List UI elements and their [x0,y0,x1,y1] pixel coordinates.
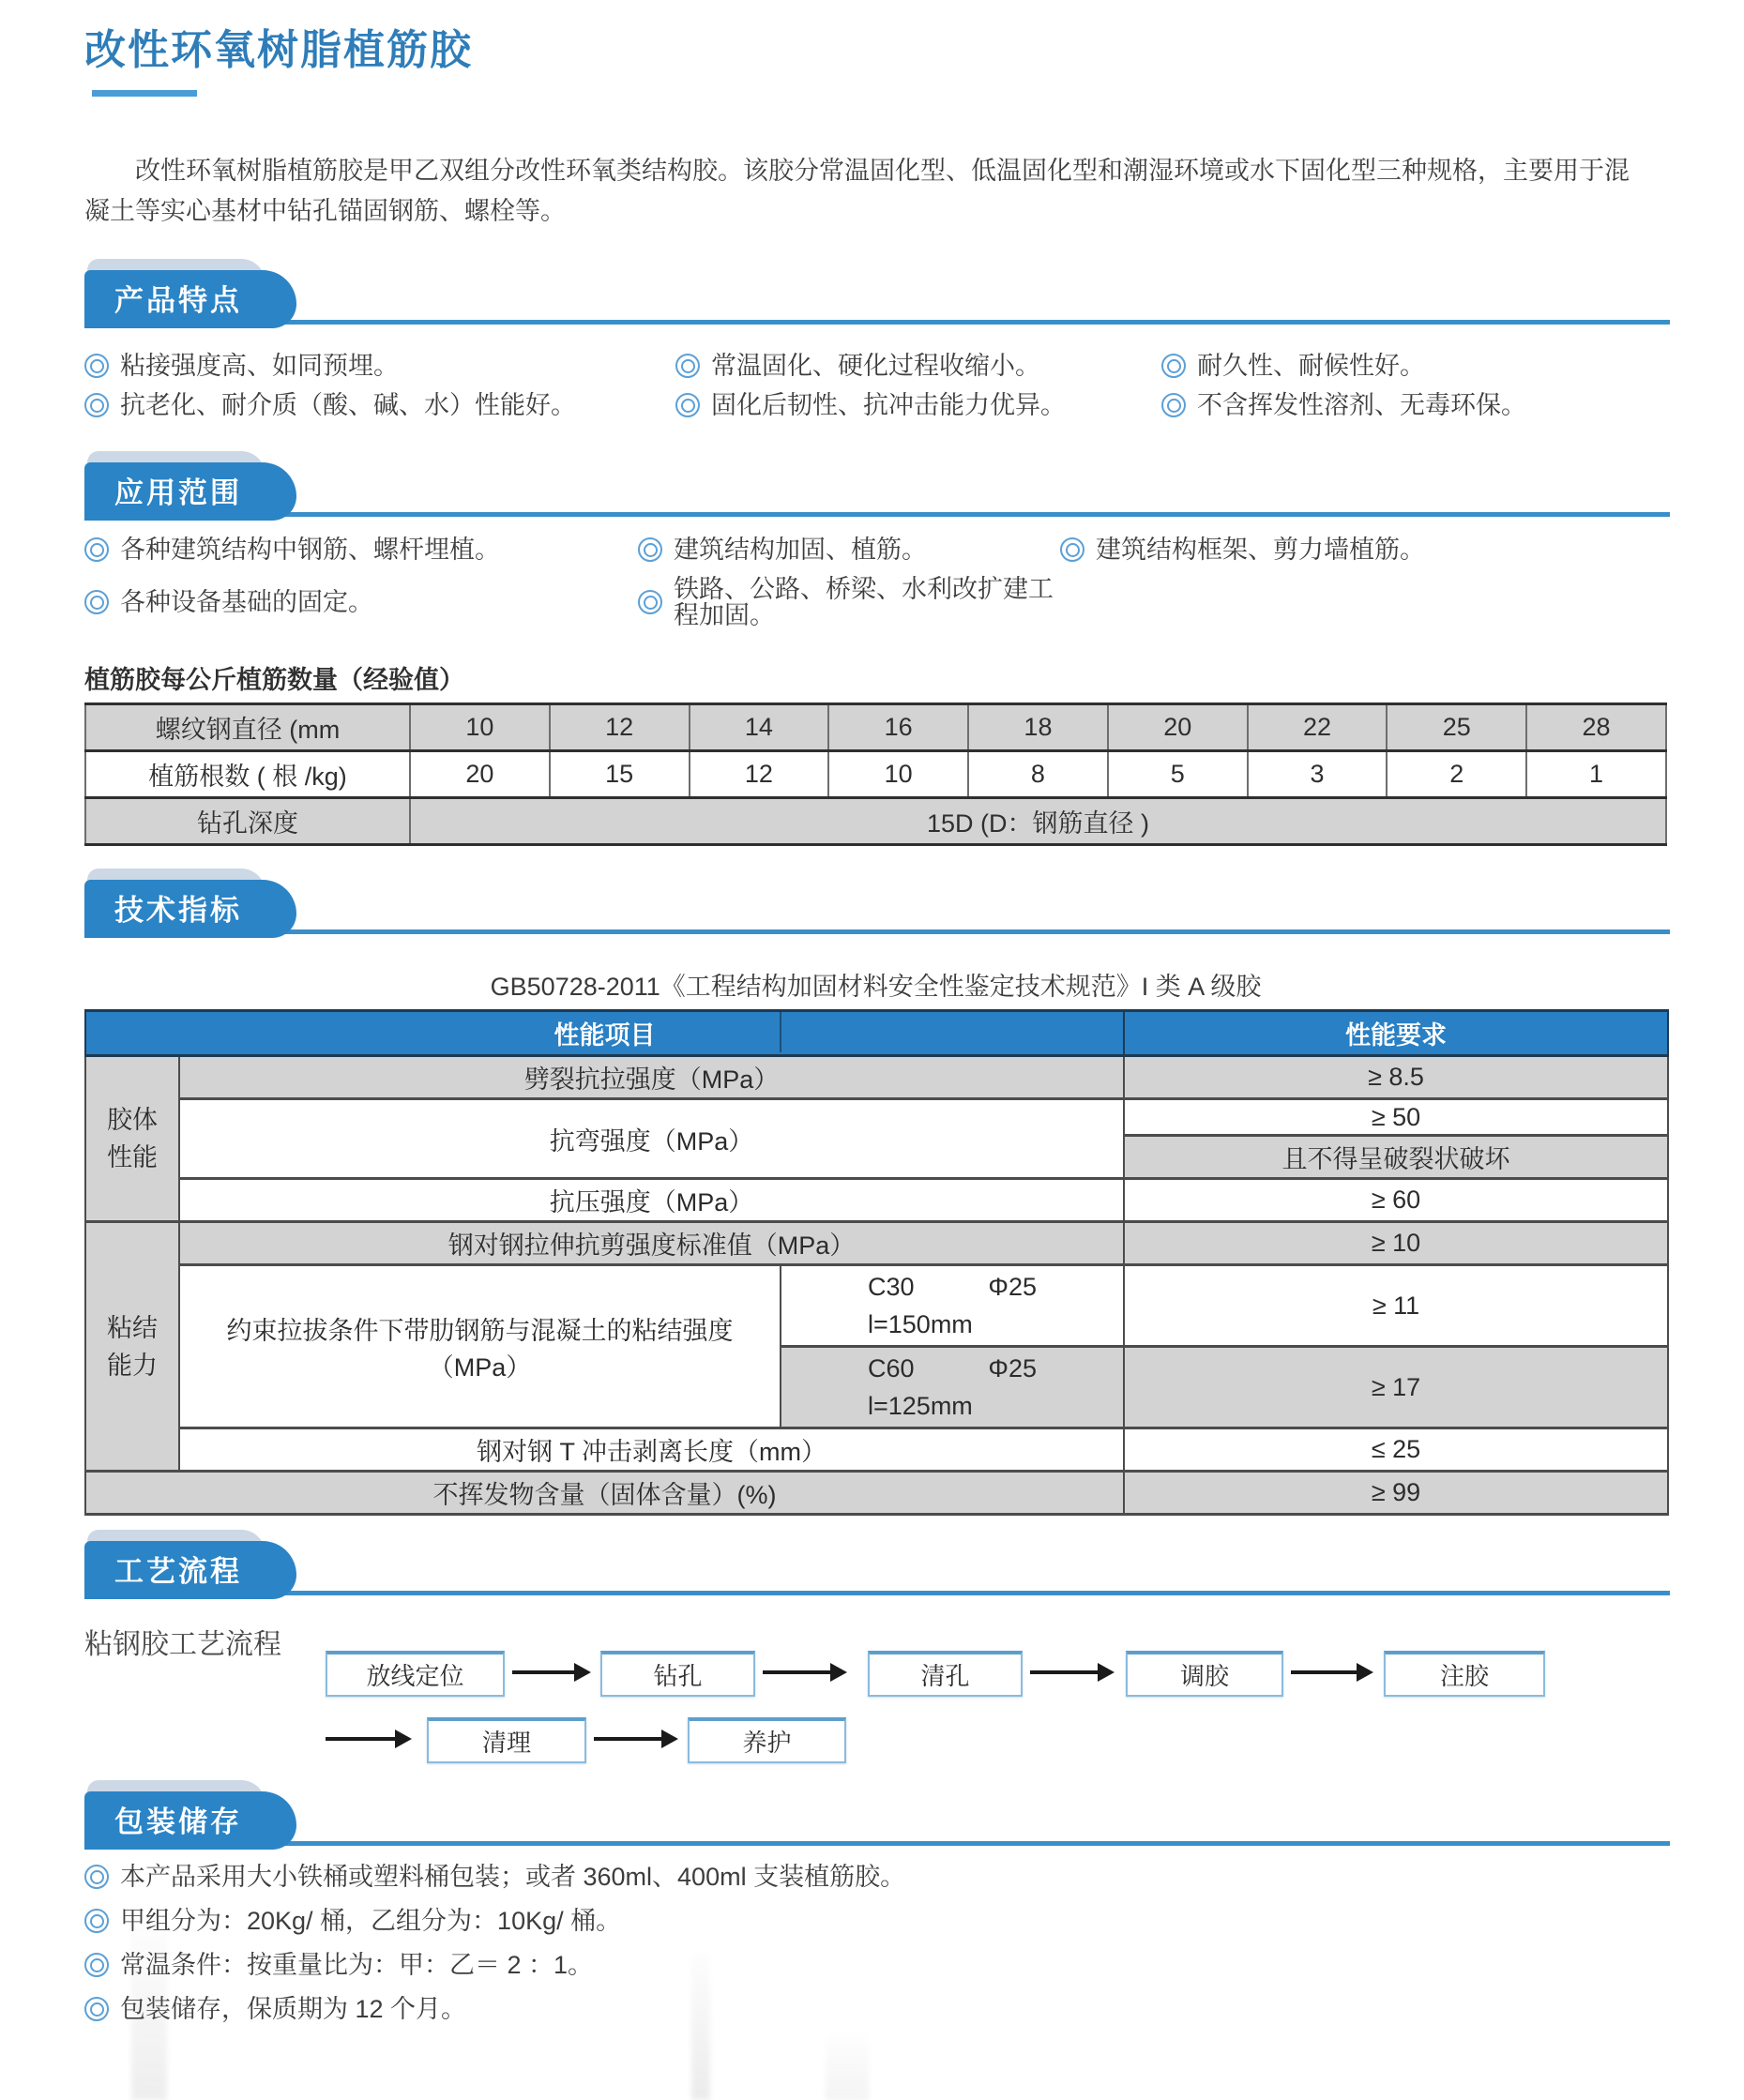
table-row [85,1056,1668,1099]
diameter-value-cell: 25 [1387,704,1526,751]
spec-req-note-cell: 且不得呈破裂状破坏 [1124,1136,1668,1179]
count-value-cell: 10 [828,751,968,798]
embed-length: l=125mm [868,1392,973,1420]
double-circle-bullet-icon [1060,537,1084,562]
rebar-diameter: Φ25 [988,1354,1037,1382]
double-circle-bullet-icon [1161,354,1186,378]
spec-condition-cell [781,1347,1124,1428]
flow-arrow-icon [1030,1670,1098,1674]
depth-value-cell: 15D (D：钢筋直径 ) [410,798,1666,845]
double-circle-bullet-icon [84,590,109,614]
standard-reference: GB50728-2011《工程结构加固材料安全性鉴定技术规范》I 类 A 级胶 [490,973,1262,1001]
count-value-cell: 3 [1248,751,1388,798]
title-underline-dash [92,90,197,97]
packaging-text: 本产品采用大小铁桶或塑料桶包装；或者 360ml、400ml 支装植筋胶。 [120,1863,906,1891]
section-rule [84,1591,1670,1595]
spec-item-cell: 不挥发物含量（固体含量）(%) [85,1472,1124,1515]
count-value-cell: 15 [550,751,690,798]
list-item [84,1996,1667,2022]
flow-arrow-icon [763,1670,830,1674]
diameter-value-cell: 16 [828,704,968,751]
concrete-grade: C60 [868,1354,915,1382]
application-text: 建筑结构框架、剪力墙植筋。 [1096,536,1425,564]
list-item [84,536,638,563]
feature-text: 不含挥发性溶剂、无毒环保。 [1197,391,1526,419]
spec-item-cell: 抗压强度（MPa） [179,1179,1124,1222]
list-item [675,353,1161,379]
column-header-item: 性能项目 [85,1011,1124,1056]
spec-req-cell: ≥ 17 [1124,1347,1668,1428]
flow-step-box: 注胶 [1384,1651,1545,1697]
count-value-cell: 1 [1526,751,1666,798]
list-item [638,576,1060,628]
spec-condition-cell [781,1265,1124,1347]
table-row [85,1099,1668,1136]
double-circle-bullet-icon [84,393,109,417]
section-rule [84,929,1670,934]
packaging-text: 包装储存，保质期为 12 个月。 [120,1995,467,2023]
rebar-table-caption: 植筋胶每公斤植筋数量（经验值） [84,666,464,694]
rebar-diameter: Φ25 [988,1273,1037,1301]
table-row [85,1265,1668,1347]
double-circle-bullet-icon [84,1909,109,1933]
application-text: 各种设备基础的固定。 [120,588,373,616]
section-rule [84,320,1670,325]
table-row [85,1179,1668,1222]
feature-text: 固化后韧性、抗冲击能力优异。 [711,391,1066,419]
section-rule [84,512,1670,517]
packaging-text: 甲组分为：20Kg/ 桶，乙组分为：10Kg/ 桶。 [120,1907,622,1935]
table-row [85,704,1666,751]
application-text: 铁路、公路、桥梁、水利改扩建工程加固。 [674,575,1054,629]
double-circle-bullet-icon [675,393,700,417]
spec-req-cell: ≤ 25 [1124,1428,1668,1472]
diameter-value-cell: 28 [1526,704,1666,751]
double-circle-bullet-icon [638,590,662,614]
count-value-cell: 5 [1108,751,1248,798]
list-item [1060,536,1667,563]
applications-heading-badge: 应用范围 [84,462,296,521]
watermark-streak [691,1954,710,2100]
column-header-requirement: 性能要求 [1124,1011,1668,1056]
count-value-cell: 12 [690,751,829,798]
spec-req-cell: ≥ 11 [1124,1265,1668,1347]
features-heading-badge: 产品特点 [84,270,296,328]
application-text: 建筑结构加固、植筋。 [674,536,927,564]
group-label-bond: 粘结能力 [85,1222,179,1472]
embed-length: l=150mm [868,1310,973,1338]
features-list [84,353,1667,418]
applications-list [84,536,1667,628]
section-header-applications [84,451,1670,517]
diameter-value-cell: 20 [1108,704,1248,751]
group-label-glue: 胶体性能 [85,1056,179,1222]
page-title: 改性环氧树脂植筋胶 [84,27,473,73]
list-item [84,576,638,628]
table-row [85,1222,1668,1265]
table-row [85,1472,1668,1515]
watermark-streak [131,1921,167,2100]
spec-req-cell: ≥ 10 [1124,1222,1668,1265]
flow-arrow-icon [594,1737,661,1741]
count-value-cell: 20 [410,751,550,798]
table-row [85,1428,1668,1472]
intro-paragraph: 改性环氧树脂植筋胶是甲乙双组分改性环氧类结构胶。该胶分常温固化型、低温固化型和潮湿环境或水下固化型三种规格，主要用于混凝土等实心基材中钻孔锚固钢筋、螺栓等。 [84,157,1630,225]
flow-step-box: 养护 [688,1717,846,1763]
section-header-features [84,259,1670,325]
spec-item-cell: 钢对钢拉伸抗剪强度标准值（MPa） [179,1222,1124,1265]
double-circle-bullet-icon [1161,393,1186,417]
section-rule [84,1841,1670,1846]
feature-text: 耐久性、耐候性好。 [1197,352,1425,380]
double-circle-bullet-icon [638,537,662,562]
spec-item-cell: 抗弯强度（MPa） [179,1099,1124,1179]
flow-arrow-icon [1291,1670,1357,1674]
tech-spec-table [84,1009,1669,1516]
packaging-heading-badge: 包装储存 [84,1791,296,1850]
list-item [1161,353,1667,379]
count-value-cell: 8 [968,751,1108,798]
application-text: 各种建筑结构中钢筋、螺杆埋植。 [120,536,500,564]
spec-req-cell: ≥ 99 [1124,1472,1668,1515]
list-item [1161,392,1667,418]
page-content [0,26,1744,2022]
spec-req-cell: ≥ 50 [1124,1099,1668,1136]
spec-item-cell: 钢对钢 T 冲击剥离长度（mm） [179,1428,1124,1472]
flow-step-box: 清孔 [868,1651,1023,1697]
spec-req-cell: ≥ 8.5 [1124,1056,1668,1099]
feature-text: 抗老化、耐介质（酸、碱、水）性能好。 [120,391,576,419]
depth-label-cell: 钻孔深度 [85,798,410,845]
feature-text: 常温固化、硬化过程收缩小。 [711,352,1040,380]
double-circle-bullet-icon [84,1997,109,2021]
diameter-value-cell: 10 [410,704,550,751]
list-item [675,392,1161,418]
table-row [85,798,1666,845]
diameter-value-cell: 14 [690,704,829,751]
list-item [84,1952,1667,1978]
process-subtitle: 粘钢胶工艺流程 [84,1629,281,1660]
diameter-label-cell: 螺纹钢直径 (mm [85,704,410,751]
section-header-tech [84,869,1670,934]
list-item [84,353,675,379]
feature-text: 粘接强度高、如同预埋。 [120,352,399,380]
double-circle-bullet-icon [84,1865,109,1889]
datasheet-page [0,26,1744,2100]
flow-step-box: 清理 [427,1717,586,1763]
diameter-value-cell: 18 [968,704,1108,751]
watermark-streak [826,2033,869,2100]
double-circle-bullet-icon [84,537,109,562]
concrete-grade: C30 [868,1273,915,1301]
spec-item-cell: 劈裂抗拉强度（MPa） [179,1056,1124,1099]
list-item [84,1864,1667,1890]
process-flow-diagram [84,1651,1667,1763]
double-circle-bullet-icon [84,354,109,378]
rebar-count-table [84,703,1667,846]
list-item [638,536,1060,563]
header-divider-line [780,1011,781,1052]
table-row [85,751,1666,798]
tech-heading-badge: 技术指标 [84,880,296,938]
diameter-value-cell: 12 [550,704,690,751]
table-header-row [85,1011,1668,1056]
count-label-cell: 植筋根数 ( 根 /kg) [85,751,410,798]
double-circle-bullet-icon [84,1953,109,1977]
flow-step-box: 调胶 [1126,1651,1283,1697]
count-value-cell: 2 [1387,751,1526,798]
packaging-text: 常温条件：按重量比为：甲：乙＝ 2 ：1。 [120,1951,594,1979]
section-header-packaging [84,1780,1670,1846]
list-item [84,392,675,418]
flow-step-box: 钻孔 [600,1651,755,1697]
spec-item-cell: 约束拉拔条件下带肋钢筋与混凝土的粘结强度（MPa） [179,1265,781,1428]
flow-arrow-icon [512,1670,574,1674]
spec-req-cell: ≥ 60 [1124,1179,1668,1222]
tech-table-wrapper [84,1009,1667,1516]
list-item [84,1908,1667,1934]
section-header-process [84,1530,1670,1595]
flow-arrow-icon [326,1737,395,1741]
packaging-list [84,1864,1667,2022]
double-circle-bullet-icon [675,354,700,378]
flow-step-box: 放线定位 [326,1651,505,1697]
diameter-value-cell: 22 [1248,704,1388,751]
process-heading-badge: 工艺流程 [84,1541,296,1599]
